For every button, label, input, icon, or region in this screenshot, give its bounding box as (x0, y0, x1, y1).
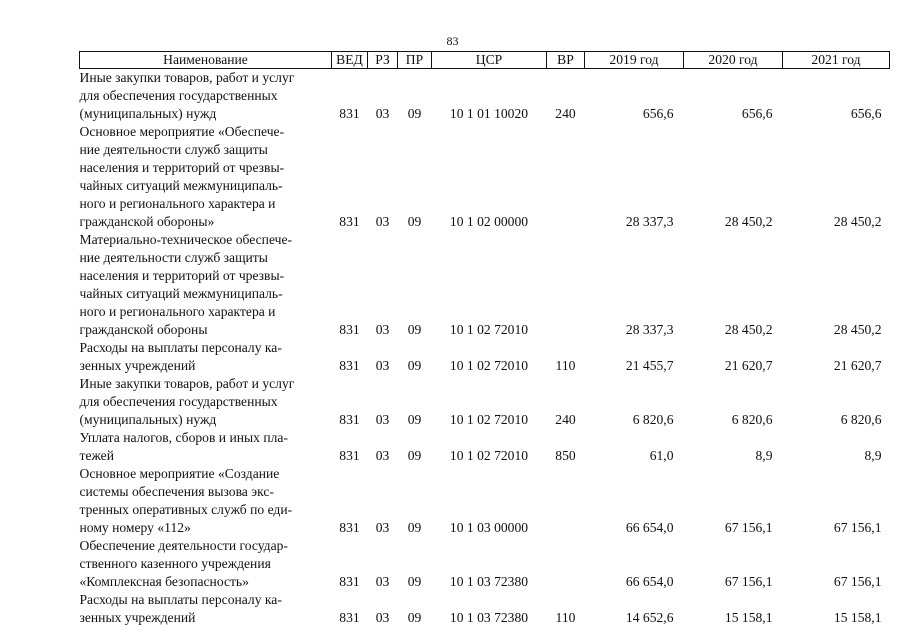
row-2021-cell: 21 620,7 (833, 358, 882, 373)
row-name-line: Иные закупки товаров, работ и услуг (79, 70, 295, 85)
row-vr-cell: 240 (555, 106, 576, 121)
row-name-line: ние деятельности служб защиты (79, 250, 268, 265)
row-name-line: для обеспечения государственных (79, 88, 278, 103)
table-row (80, 465, 890, 537)
table-row (80, 537, 890, 591)
row-2020-cell: 67 156,1 (724, 520, 773, 535)
header-csr: ЦСР (432, 52, 547, 69)
row-name-line: Основное мероприятие «Обеспече- (79, 124, 285, 139)
row-2021-cell: 8,9 (864, 448, 882, 463)
row-2021-cell: 6 820,6 (840, 412, 882, 427)
table-header-row (80, 52, 890, 69)
row-csr-cell: 10 1 01 10020 (449, 106, 529, 121)
row-2021-cell: 656,6 (850, 106, 882, 121)
row-2020-cell: 656,6 (741, 106, 773, 121)
row-name-line: гражданской обороны (79, 322, 208, 337)
row-vr-cell (547, 537, 585, 591)
row-name-line: населения и территорий от чрезвы- (79, 160, 285, 175)
row-2019-cell: 21 455,7 (625, 358, 674, 373)
row-name-line: Обеспечение деятельности государ- (79, 538, 288, 553)
row-2021-cell: 15 158,1 (833, 610, 882, 625)
table-row (80, 429, 890, 465)
row-name-cell (80, 465, 332, 537)
row-name-cell (80, 429, 332, 465)
header-name: Наименование (80, 52, 332, 69)
row-pr-cell: 09 (407, 322, 422, 337)
row-csr-cell: 10 1 03 72380 (449, 610, 529, 625)
row-csr-cell: 10 1 03 00000 (449, 520, 529, 535)
row-2021-cell: 67 156,1 (833, 574, 882, 589)
row-2020-cell: 8,9 (755, 448, 773, 463)
header-2019: 2019 год (585, 52, 684, 69)
row-2019-cell: 28 337,3 (625, 322, 674, 337)
row-name-line: чайных ситуаций межмуниципаль- (79, 286, 283, 301)
row-ved-cell: 831 (339, 358, 360, 373)
row-2020-cell: 28 450,2 (724, 214, 773, 229)
row-csr-cell: 10 1 02 72010 (449, 322, 529, 337)
row-2019-cell: 656,6 (642, 106, 674, 121)
row-ved-cell: 831 (339, 412, 360, 427)
row-2021-cell: 28 450,2 (833, 322, 882, 337)
row-2020-cell: 21 620,7 (724, 358, 773, 373)
row-2019-cell: 6 820,6 (632, 412, 674, 427)
row-name-line: Расходы на выплаты персоналу ка- (79, 340, 282, 355)
row-2020-cell: 15 158,1 (724, 610, 773, 625)
row-ved-cell: 831 (339, 106, 360, 121)
row-name-line: Расходы на выплаты персоналу ка- (79, 592, 282, 607)
row-vr-cell: 850 (555, 448, 576, 463)
row-name-cell (80, 231, 332, 339)
row-2019-cell: 66 654,0 (625, 574, 674, 589)
row-pr-cell: 09 (407, 574, 422, 589)
row-name-cell (80, 375, 332, 429)
header-rz: РЗ (368, 52, 398, 69)
row-rz-cell: 03 (375, 448, 390, 463)
row-rz-cell: 03 (375, 358, 390, 373)
table-row (80, 375, 890, 429)
row-name-line: гражданской обороны» (79, 214, 215, 229)
row-pr-cell: 09 (407, 610, 422, 625)
row-name-cell (80, 537, 332, 591)
row-ved-cell: 831 (339, 322, 360, 337)
row-2020-cell: 28 450,2 (724, 322, 773, 337)
row-rz-cell: 03 (375, 106, 390, 121)
header-2021: 2021 год (783, 52, 890, 69)
row-vr-cell (547, 231, 585, 339)
row-name-line: ного и регионального характера и (79, 304, 276, 319)
row-name-cell (80, 69, 332, 124)
row-pr-cell: 09 (407, 106, 422, 121)
header-ved: ВЕД (332, 52, 368, 69)
row-rz-cell: 03 (375, 412, 390, 427)
row-name-line: ние деятельности служб защиты (79, 142, 268, 157)
row-csr-cell: 10 1 02 72010 (449, 412, 529, 427)
table-row (80, 69, 890, 124)
row-name-line: чайных ситуаций межмуниципаль- (79, 178, 283, 193)
row-name-line: ственного казенного учреждения (79, 556, 271, 571)
row-csr-cell: 10 1 02 72010 (449, 358, 529, 373)
row-vr-cell (547, 465, 585, 537)
row-csr-cell: 10 1 02 00000 (449, 214, 529, 229)
row-csr-cell: 10 1 02 72010 (449, 448, 529, 463)
row-vr-cell: 110 (555, 610, 576, 625)
row-name-cell (80, 339, 332, 375)
row-2020-cell: 67 156,1 (724, 574, 773, 589)
row-name-line: тежей (79, 448, 114, 463)
row-name-line: Иные закупки товаров, работ и услуг (79, 376, 295, 391)
row-ved-cell: 831 (339, 520, 360, 535)
row-rz-cell: 03 (375, 322, 390, 337)
budget-table (79, 51, 890, 627)
row-name-cell (80, 591, 332, 627)
row-name-line: «Комплексная безопасность» (79, 574, 249, 589)
row-2019-cell: 28 337,3 (625, 214, 674, 229)
row-2019-cell: 14 652,6 (625, 610, 674, 625)
row-vr-cell (547, 123, 585, 231)
row-ved-cell: 831 (339, 214, 360, 229)
row-name-line: системы обеспечения вызова экс- (79, 484, 274, 499)
page-number: 83 (446, 34, 459, 48)
row-pr-cell: 09 (407, 412, 422, 427)
row-ved-cell: 831 (339, 610, 360, 625)
row-name-line: ному номеру «112» (79, 520, 191, 535)
row-rz-cell: 03 (375, 214, 390, 229)
row-name-line: зенных учреждений (79, 358, 196, 373)
row-name-line: Основное мероприятие «Создание (79, 466, 280, 481)
table-row (80, 123, 890, 231)
row-name-cell (80, 123, 332, 231)
header-pr: ПР (398, 52, 432, 69)
header-vr: ВР (547, 52, 585, 69)
row-name-line: населения и территорий от чрезвы- (79, 268, 285, 283)
row-ved-cell: 831 (339, 448, 360, 463)
row-2019-cell: 61,0 (649, 448, 674, 463)
table-row (80, 591, 890, 627)
row-pr-cell: 09 (407, 358, 422, 373)
row-2020-cell: 6 820,6 (731, 412, 773, 427)
row-2021-cell: 28 450,2 (833, 214, 882, 229)
table-row (80, 339, 890, 375)
row-name-line: Материально-техническое обеспече- (79, 232, 293, 247)
row-pr-cell: 09 (407, 448, 422, 463)
row-2021-cell: 67 156,1 (833, 520, 882, 535)
row-name-line: тренных оперативных служб по еди- (79, 502, 293, 517)
row-vr-cell: 240 (555, 412, 576, 427)
row-vr-cell: 110 (555, 358, 576, 373)
row-name-line: для обеспечения государственных (79, 394, 278, 409)
row-ved-cell: 831 (339, 574, 360, 589)
row-rz-cell: 03 (375, 520, 390, 535)
row-csr-cell: 10 1 03 72380 (449, 574, 529, 589)
header-2020: 2020 год (684, 52, 783, 69)
table-row (80, 231, 890, 339)
row-name-line: (муниципальных) нужд (79, 106, 217, 121)
row-rz-cell: 03 (375, 574, 390, 589)
row-name-line: ного и регионального характера и (79, 196, 276, 211)
row-name-line: зенных учреждений (79, 610, 196, 625)
row-rz-cell: 03 (375, 610, 390, 625)
row-name-line: Уплата налогов, сборов и иных пла- (79, 430, 288, 445)
row-2019-cell: 66 654,0 (625, 520, 674, 535)
row-pr-cell: 09 (407, 520, 422, 535)
row-name-line: (муниципальных) нужд (79, 412, 217, 427)
row-pr-cell: 09 (407, 214, 422, 229)
